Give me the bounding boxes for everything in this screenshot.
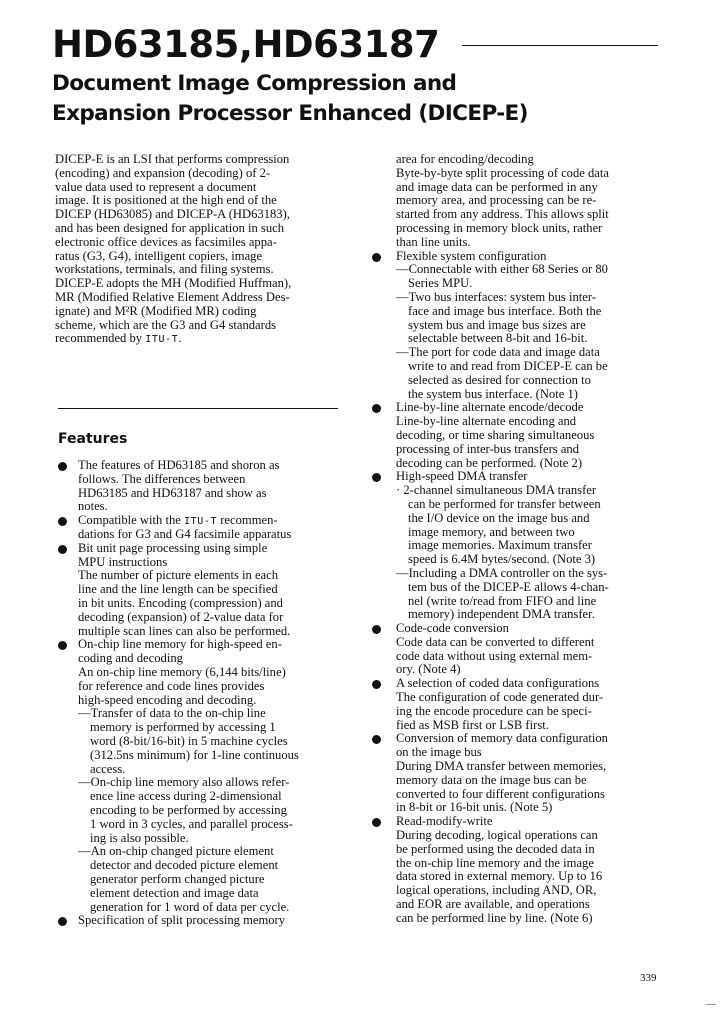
text-line: and image data can be performed in any <box>396 179 598 194</box>
text-line: be performed using the decoded data in <box>396 841 595 856</box>
text-line: —Connectable with either 68 Series or 80 <box>396 262 608 277</box>
text-line: processing in memory block units, rather <box>396 220 603 235</box>
text-line: DICEP-E adopts the MH (Modified Huffman), <box>55 276 292 291</box>
text-line: —An on-chip changed picture element <box>78 844 274 859</box>
feature-item <box>373 815 658 925</box>
text-line: system bus and image bus sizes are <box>408 317 586 332</box>
text-line: Code data can be converted to different <box>396 634 595 649</box>
text-line: · 2-channel simultaneous DMA transfer <box>396 483 597 498</box>
feature-item <box>55 542 340 639</box>
text-line: decoding can be performed. (Note 2) <box>396 455 583 470</box>
text-line: processing of inter-bus transfers and <box>396 441 580 456</box>
text-line: nel (write to/read from FIFO and line <box>408 593 597 608</box>
text-line: —Transfer of data to the on-chip line <box>78 706 266 721</box>
text-line: face and image bus interface. Both the <box>408 303 602 318</box>
text-line: The configuration of code generated dur- <box>396 690 604 705</box>
text-line: —On-chip line memory also allows refer- <box>78 775 290 790</box>
text-line: can be performed line by line. (Note 6) <box>396 910 593 925</box>
text-line: The features of HD63185 and shoron as <box>78 458 280 472</box>
text-line: detector and decoded picture element <box>90 858 279 873</box>
text-line: the system bus interface. (Note 1) <box>408 386 578 401</box>
text-line: area for encoding/decoding <box>396 152 534 166</box>
text-line: the on-chip line memory and the image <box>396 855 594 870</box>
text-line: value data used to represent a document <box>55 179 257 194</box>
text-line: Compatible with the ITU-T recommen- <box>78 513 278 528</box>
text-line: generation for 1 word of data per cycle. <box>90 899 290 914</box>
text-line: image. It is positioned at the high end of the <box>55 193 277 208</box>
feature-item <box>55 459 340 514</box>
intro-paragraph <box>55 153 340 346</box>
text-line: image memories. Maximum transfer <box>408 538 592 553</box>
feature-item <box>55 514 340 542</box>
part-number-heading: HD63185,HD63187 <box>52 23 440 66</box>
text-line: Series MPU. <box>408 276 473 291</box>
text-line: encoding to be performed by accessing <box>90 802 287 817</box>
text-line: line and the line length can be specified <box>78 582 278 597</box>
bullet-icon <box>58 545 67 554</box>
text-line: Flexible system configuration <box>396 248 547 263</box>
text-line: 1 word in 3 cycles, and parallel process- <box>90 816 293 831</box>
text-line: scheme, which are the G3 and G4 standards <box>55 317 277 332</box>
text-line: (312.5ns minimum) for 1-line continuous <box>90 747 299 762</box>
feature-item <box>373 732 658 815</box>
text-line: workstations, terminals, and filing systems. <box>55 262 274 277</box>
text-line: ing is also possible. <box>90 830 189 845</box>
features-list-left <box>55 459 340 928</box>
text-line: Line-by-line alternate encoding and <box>396 414 577 429</box>
text-line: write to and read from DICEP-E can be <box>408 358 608 373</box>
text-line: Line-by-line alternate encode/decode <box>396 400 584 415</box>
text-line: DICEP-E is an LSI that performs compression <box>55 152 290 166</box>
text-line: in bit units. Encoding (compression) and <box>78 595 283 610</box>
text-line: Bit unit page processing using simple <box>78 540 268 555</box>
text-line: for reference and code lines provides <box>78 678 265 693</box>
section-rule <box>58 408 338 409</box>
text-line: converted to four different configurations <box>396 786 605 801</box>
text-line: logical operations, including AND, OR, <box>396 883 597 898</box>
text-line: MR (Modified Relative Element Address Des- <box>55 289 290 304</box>
text-line: (encoding) and expansion (decoding) of 2- <box>55 165 271 180</box>
text-line: speed is 6.4M bytes/second. (Note 3) <box>408 552 596 567</box>
text-line: follows. The differences between <box>78 471 246 486</box>
text-line: data stored in external memory. Up to 16 <box>396 869 603 884</box>
feature-item <box>373 470 658 622</box>
feature-item <box>373 622 658 677</box>
text-line: coding and decoding <box>78 651 183 666</box>
text-line: notes. <box>78 499 108 514</box>
text-line: Specification of split processing memory <box>78 913 286 928</box>
text-line: element detection and image data <box>90 885 259 900</box>
text-line: electronic office devices as facsimiles appa- <box>55 234 277 249</box>
text-line: high-speed encoding and decoding. <box>78 692 257 707</box>
text-line: ratus (G3, G4), intelligent copiers, image <box>55 248 263 263</box>
features-heading: Features <box>58 431 128 447</box>
text-line: the I/O device on the image bus and <box>408 510 590 525</box>
text-line: code data without using external mem- <box>396 648 593 663</box>
text-line: dations for G3 and G4 facsimile apparatus <box>78 526 292 541</box>
text-line: and has been designed for application in such <box>55 220 285 235</box>
text-line: HD63185 and HD63187 and show as <box>78 485 267 500</box>
text-line: On-chip line memory for high-speed en- <box>78 637 282 652</box>
text-line: —Two bus interfaces: system bus inter- <box>396 289 596 304</box>
text-line: selected as desired for connection to <box>408 372 591 387</box>
text-line: ing the encode procedure can be speci- <box>396 703 592 718</box>
text-line: selectable between 8-bit and 16-bit. <box>408 331 588 346</box>
text-line: tem bus of the DICEP-E allows 4-chan- <box>408 579 609 594</box>
text-line: memory data on the image bus can be <box>396 772 587 787</box>
text-line: decoding, or time sharing simultaneous <box>396 427 595 442</box>
text-line: DICEP (HD63085) and DICEP-A (HD63183), <box>55 207 290 222</box>
features-list-right <box>373 153 658 926</box>
text-line: word (8-bit/16-bit) in 5 machine cycles <box>90 733 288 748</box>
text-line: and EOR are available, and operations <box>396 897 590 912</box>
text-line: ence line access during 2-dimensional <box>90 789 282 804</box>
text-line: Code-code conversion <box>396 621 509 636</box>
text-line: During DMA transfer between memories, <box>396 759 607 774</box>
feature-item <box>373 153 658 250</box>
text-line: Read-modify-write <box>396 814 493 829</box>
corner-mark: — <box>706 999 716 1010</box>
title-line-2: Expansion Processor Enhanced (DICEP-E) <box>52 101 528 126</box>
text-line: High-speed DMA transfer <box>396 469 528 484</box>
page-number: 339 <box>640 972 657 984</box>
text-line: on the image bus <box>396 745 482 760</box>
text-line: The number of picture elements in each <box>78 568 279 583</box>
feature-item <box>373 677 658 732</box>
text-line: MPU instructions <box>78 554 168 569</box>
text-line: recommended by ITU-T. <box>55 331 182 346</box>
title-line-1: Document Image Compression and <box>52 71 457 96</box>
feature-item <box>373 401 658 470</box>
bullet-icon <box>372 253 381 262</box>
text-line: memory is performed by accessing 1 <box>90 720 276 735</box>
text-line: —Including a DMA controller on the sys- <box>396 565 608 580</box>
text-line: ory. (Note 4) <box>396 662 461 677</box>
heading-rule <box>462 45 658 46</box>
text-line: can be performed for transfer between <box>408 496 601 511</box>
text-line: memory area, and processing can be re- <box>396 193 597 208</box>
feature-item <box>55 638 340 914</box>
text-line: in 8-bit or 16-bit unis. (Note 5) <box>396 800 553 815</box>
text-line: A selection of coded data configurations <box>396 676 600 691</box>
text-line: fied as MSB first or LSB first. <box>396 717 549 732</box>
text-line: —The port for code data and image data <box>396 345 600 360</box>
text-line: decoding (expansion) of 2-value data for <box>78 609 284 624</box>
text-line: generator perform changed picture <box>90 871 265 886</box>
text-line: image memory, and between two <box>408 524 575 539</box>
text-line: multiple scan lines can also be performed. <box>78 623 291 638</box>
text-line: than line units. <box>396 234 471 249</box>
text-line: ignate) and M²R (Modified MR) coding <box>55 303 257 318</box>
text-line: An on-chip line memory (6,144 bits/line) <box>78 664 286 679</box>
text-line: Conversion of memory data configuration <box>396 731 608 746</box>
text-line: During decoding, logical operations can <box>396 828 598 843</box>
bullet-icon <box>58 462 67 471</box>
text-line: memory) independent DMA transfer. <box>408 607 595 622</box>
text-line: Byte-by-byte split processing of code data <box>396 165 609 180</box>
feature-item <box>373 250 658 402</box>
feature-item <box>55 914 340 928</box>
text-line: started from any address. This allows split <box>396 207 609 222</box>
text-line: access. <box>90 761 126 776</box>
